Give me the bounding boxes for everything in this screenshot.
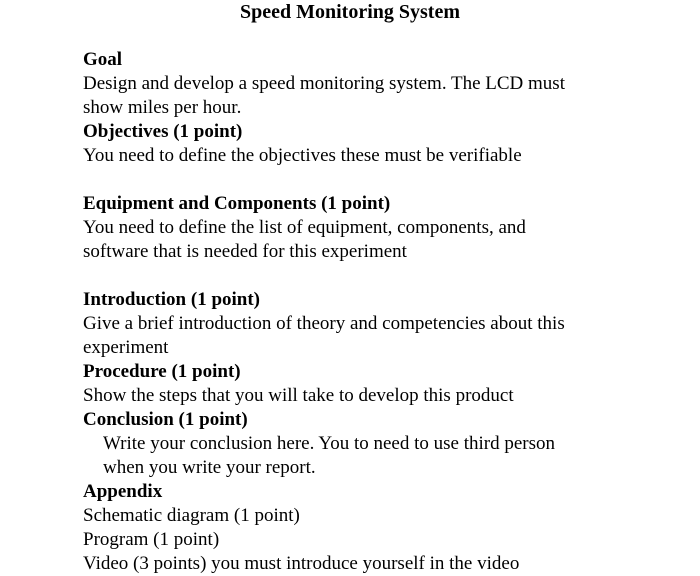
goal-line-1: Design and develop a speed monitoring system. The LCD must [83, 73, 565, 94]
equipment-heading: Equipment and Components (1 point) [83, 193, 391, 214]
introduction-line-1: Give a brief introduction of theory and competencies about this [83, 313, 565, 334]
goal-heading: Goal [83, 49, 123, 70]
document-body [83, 48, 683, 574]
appendix-line-1: Schematic diagram (1 point) [83, 505, 300, 526]
conclusion-line-2: when you write your report. [103, 457, 316, 478]
spacer [83, 264, 683, 288]
appendix-heading: Appendix [83, 481, 163, 502]
appendix-line-2: Program (1 point) [83, 529, 220, 550]
introduction-heading: Introduction (1 point) [83, 289, 261, 310]
objectives-heading: Objectives (1 point) [83, 121, 243, 142]
appendix-line-3: Video (3 points) you must introduce yourself in the video [83, 553, 520, 574]
conclusion-line-1: Write your conclusion here. You to need to use third person [103, 433, 555, 454]
objectives-line-1: You need to define the objectives these must be verifiable [83, 145, 522, 166]
procedure-heading: Procedure (1 point) [83, 361, 241, 382]
page-title: Speed Monitoring System [240, 1, 460, 23]
goal-line-2: show miles per hour. [83, 97, 242, 118]
spacer [83, 168, 683, 192]
equipment-line-1: You need to define the list of equipment, components, and [83, 217, 526, 238]
equipment-line-2: software that is needed for this experiment [83, 241, 407, 262]
introduction-line-2: experiment [83, 337, 169, 358]
conclusion-heading: Conclusion (1 point) [83, 409, 248, 430]
procedure-line-1: Show the steps that you will take to develop this product [83, 385, 514, 406]
